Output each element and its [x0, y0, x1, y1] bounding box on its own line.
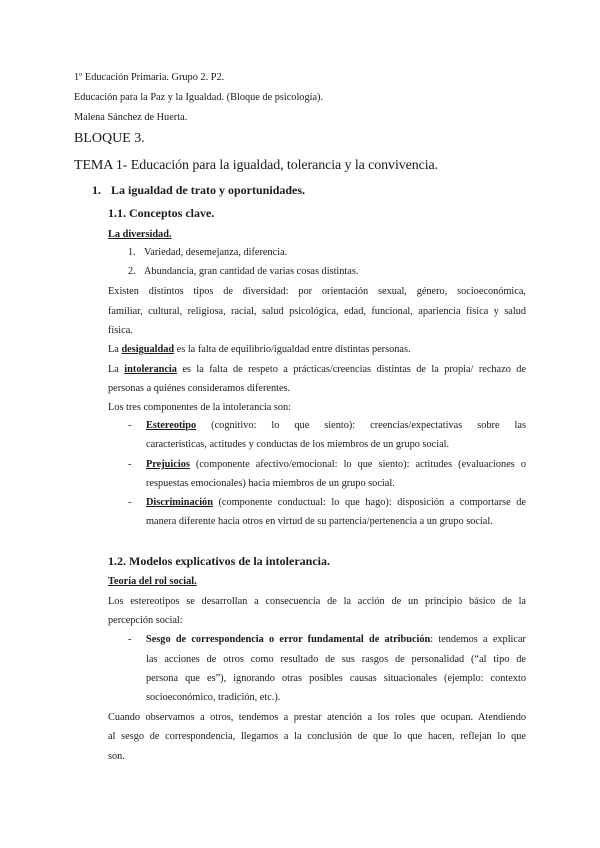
section1-1-title: 1.1. Conceptos clave. [108, 206, 215, 220]
bullet-discriminacion: - [128, 497, 132, 508]
sesgo-line-1 [146, 634, 526, 646]
estereotipo-line-2: características, actitudes y conductas de los miembros de un grupo social. [146, 439, 450, 450]
desigualdad-pre: La [108, 344, 122, 355]
estereotipos-line-2: percepción social: [108, 615, 183, 626]
discriminacion-text: (componente conductual: lo que hago): disposición a comportarse de [212, 497, 526, 508]
teoria-heading: Teoría del rol social. [108, 576, 197, 587]
sesgo-line-2: las acciones de otros como resultado de sus rasgos de personalidad (“al tipo de [146, 654, 526, 665]
sesgo-text: : tendemos a explicar [430, 634, 526, 645]
discriminacion-term: Discriminación [146, 497, 213, 508]
diversidad-item-1-num: 1. [128, 247, 136, 258]
tipos-line-3: física. [108, 325, 133, 336]
diversidad-item-2: Abundancia, gran cantidad de varias cosas distintas. [144, 266, 359, 277]
intolerancia-line-1 [108, 364, 526, 376]
desigualdad-term: desigualdad [121, 344, 175, 355]
estereotipos-line-1: Los estereotipos se desarrollan a consecuencia de la acción de un principio básico de la [108, 596, 526, 607]
prejuicios-line-2: respuestas emocionales) hacia miembros de un grupo social. [146, 478, 395, 489]
tipos-line-1: Existen distintos tipos de diversidad: por orientación sexual, género, socioeconómica, [108, 286, 526, 297]
sesgo-line-4: socioeconómico, tradición, etc.). [146, 692, 281, 703]
prejuicios-text: (componente afectivo/emocional: lo que siento): actitudes (evaluaciones o [189, 459, 526, 470]
intolerancia-line-2: personas a quiénes consideramos diferentes. [108, 383, 291, 394]
tema-heading: TEMA 1- Educación para la igualdad, tolerancia y la convivencia. [74, 158, 439, 173]
prejuicios-line-1 [146, 459, 526, 471]
estereotipo-line-1 [146, 420, 526, 432]
estereotipo-term: Estereotipo [146, 420, 197, 431]
diversidad-item-2-num: 2. [128, 266, 136, 277]
roles-line-3: son. [108, 751, 125, 762]
section1-title: La igualdad de trato y oportunidades. [111, 183, 306, 197]
roles-line-2: al sesgo de correspondencia, llegamos a la conclusión de que lo que hacen, reflejan lo que [108, 731, 526, 742]
sesgo-line-3: persona que es”), ignorando otras posibles causas situacionales (ejemplo: contexto [146, 673, 526, 684]
diversidad-item-1: Variedad, desemejanza, diferencia. [144, 247, 288, 258]
desigualdad-post: es la falta de equilibrio/igualdad entre distintas personas. [174, 344, 411, 355]
sesgo-term: Sesgo de correspondencia o error fundamental de atribución [146, 634, 431, 645]
tipos-line-2: familiar, cultural, religiosa, racial, salud psicológica, edad, funcional, apariencia física y salud [108, 306, 526, 317]
intolerancia-post: es la falta de respeto a prácticas/creencias distintas de la propia/ rechazo de [176, 364, 526, 375]
roles-line-1: Cuando observamos a otros, tendemos a prestar atención a los roles que ocupan. Atendiendo [108, 712, 526, 723]
bullet-estereotipo: - [128, 420, 132, 431]
intolerancia-pre: La [108, 364, 125, 375]
prejuicios-term: Prejuicios [146, 459, 190, 470]
intolerancia-term: intolerancia [124, 364, 177, 375]
header-course: 1º Educación Primaria. Grupo 2. P2. [74, 72, 225, 83]
header-author: Malena Sánchez de Huerta. [74, 112, 188, 123]
section1-number: 1. [92, 183, 101, 197]
estereotipo-text: (cognitivo: lo que siento): creencias/expectativas sobre las [196, 420, 526, 431]
componentes-intro: Los tres componentes de la intolerancia son: [108, 402, 292, 413]
bullet-sesgo: - [128, 634, 132, 645]
discriminacion-line-2: manera diferente hacia otros en virtud de su partencia/pertenencia a un grupo social. [146, 516, 493, 527]
desigualdad-paragraph [108, 344, 411, 356]
bullet-prejuicios: - [128, 459, 132, 470]
bloque-heading: BLOQUE 3. [74, 131, 145, 146]
discriminacion-line-1 [146, 497, 526, 509]
diversidad-heading: La diversidad. [108, 229, 172, 240]
header-subject: Educación para la Paz y la Igualdad. (Bloque de psicología). [74, 92, 324, 103]
section1-2-title: 1.2. Modelos explicativos de la intolerancia. [108, 554, 330, 568]
